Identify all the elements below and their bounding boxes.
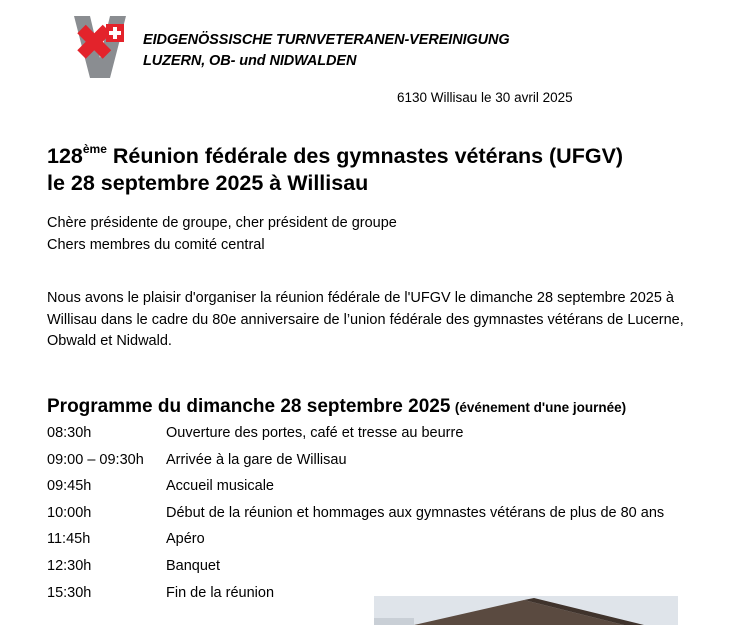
program-heading — [47, 396, 626, 418]
schedule-event: Ouverture des portes, café et tresse au beurre — [166, 425, 464, 441]
intro-paragraph: Nous avons le plaisir d'organiser la réunion fédérale de l'UFGV le dimanche 28 septembre 2025 à Willisau dans le cadre du 80e anniversaire de l’union fédérale des gymnastes vétérans de Lucerne, Obwald et Nidwald. — [47, 290, 684, 349]
schedule-event: Accueil musicale — [166, 478, 274, 495]
building-photo — [374, 596, 678, 625]
title-number: 128 — [47, 144, 83, 168]
title-line-1 — [47, 143, 623, 170]
program-heading-main: Programme du dimanche 28 septembre 2025 — [47, 396, 451, 417]
schedule-time: 11:45h — [47, 531, 91, 548]
logo-icon — [66, 14, 134, 80]
org-line-2: LUZERN, OB- und NIDWALDEN — [143, 53, 357, 69]
title-line-1-rest: Réunion fédérale des gymnastes vétérans (UFGV) — [106, 144, 624, 168]
place-date: 6130 Willisau le 30 avril 2025 — [397, 90, 573, 105]
schedule-event: Banquet — [166, 557, 221, 574]
schedule-event: Fin de la réunion — [166, 584, 275, 601]
schedule-event: Arrivée à la gare de Willisau — [166, 451, 347, 468]
greeting — [47, 212, 397, 256]
org-line-1: EIDGENÖSSISCHE TURNVETERANEN-VEREINIGUNG — [143, 32, 510, 48]
greeting-line-2: Chers membres du comité central — [47, 237, 265, 253]
schedule-time: 10:00h — [47, 504, 92, 521]
title-ordinal-suffix: ème — [82, 142, 107, 156]
schedule-event: Apéro — [166, 531, 205, 548]
organization-name — [143, 30, 510, 72]
schedule-time: 12:30h — [47, 557, 92, 574]
schedule-time: 09:45h — [47, 478, 92, 495]
title-line-2: le 28 septembre 2025 à Willisau — [47, 171, 369, 195]
schedule-time: 15:30h — [47, 584, 92, 601]
building-roof-icon — [374, 596, 678, 625]
schedule-time: 09:00 – 09:30h — [47, 451, 144, 468]
program-heading-sub: (événement d'une journée) — [454, 400, 627, 415]
document-title — [47, 143, 623, 197]
greeting-line-1: Chère présidente de groupe, cher président de groupe — [47, 215, 397, 231]
schedule-event: Début de la réunion et hommages aux gymnastes vétérans de plus de 80 ans — [166, 504, 665, 521]
schedule-time: 08:30h — [47, 425, 92, 441]
